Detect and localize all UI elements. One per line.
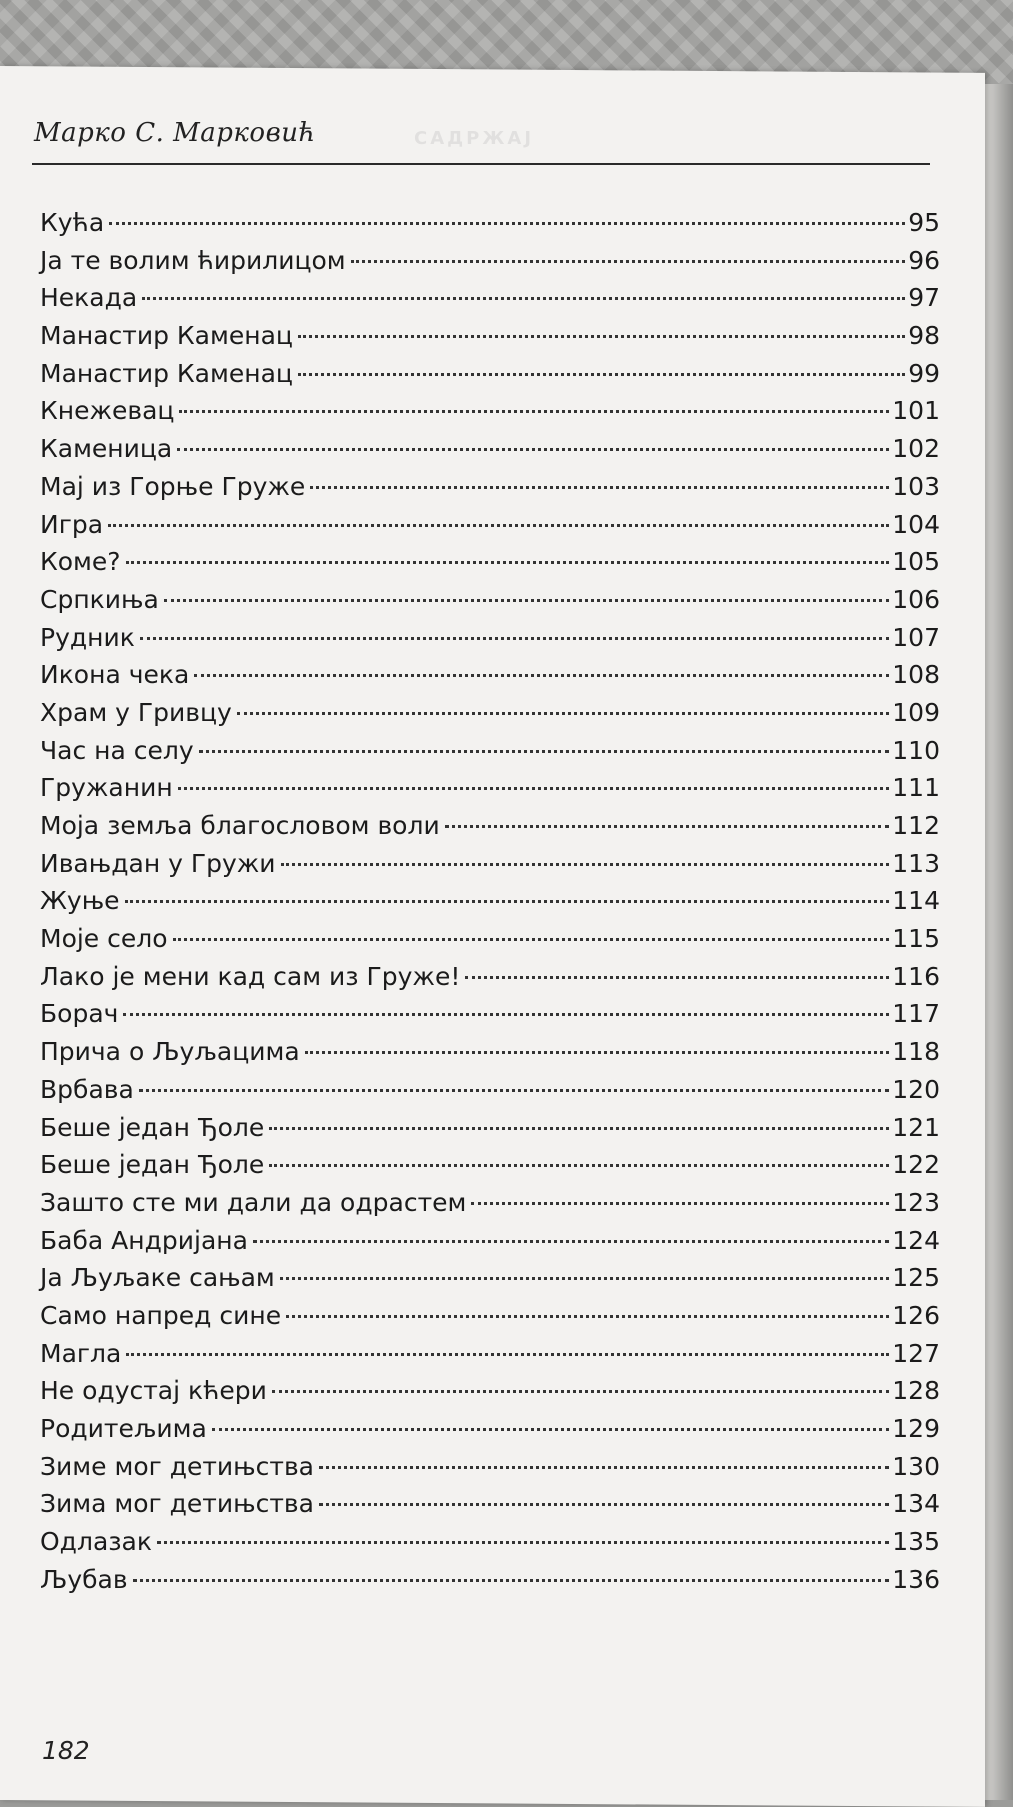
toc-entry-page: 106 [892,584,940,614]
dot-leader [319,1466,889,1469]
toc-entry-page: 136 [892,1564,940,1594]
toc-entry-page: 109 [892,697,940,727]
toc-entry [40,1561,940,1599]
toc-entry-page: 102 [892,434,940,464]
toc-entry-page: 123 [892,1187,940,1217]
toc-entry [40,958,940,996]
toc-entry [40,279,940,317]
toc-entry [40,543,940,581]
dot-leader [305,1051,890,1054]
toc-entry-title: Беше један Ђоле [40,1150,265,1180]
toc-entry [40,807,940,845]
dot-leader [179,410,889,413]
toc-entry [40,468,940,506]
toc-entry [40,1297,940,1335]
toc-entry-title: Некада [40,283,138,313]
toc-entry-page: 134 [892,1489,940,1519]
toc-entry-page: 122 [892,1150,940,1180]
toc-entry-title: Борач [40,999,119,1029]
dot-leader [237,712,890,715]
toc-entry-title: Врбава [40,1074,134,1104]
toc-entry-page: 117 [892,999,940,1029]
toc-entry-page: 130 [892,1451,940,1481]
dot-leader [465,976,889,979]
dot-leader [157,1541,889,1544]
book-page-edge [985,84,1013,1800]
page-number: 182 [42,1736,90,1765]
dot-leader [286,1315,889,1318]
dot-leader [140,637,889,640]
toc-entry-title: Само напред сине [40,1300,282,1330]
toc-entry-page: 104 [892,509,940,539]
dot-leader [280,1277,889,1280]
toc-entry [40,769,940,807]
dot-leader [194,674,889,677]
toc-entry-page: 127 [892,1338,940,1368]
toc-entry [40,882,940,920]
toc-entry [40,1372,940,1410]
toc-entry-page: 113 [892,848,940,878]
toc-entry [40,1523,940,1561]
toc-entry-title: Зашто сте ми дали да одрастем [40,1187,467,1217]
toc-entry-title: Игра [40,509,104,539]
toc-entry-page: 116 [892,961,940,991]
toc-entry [40,355,940,393]
toc-entry [40,1448,940,1486]
toc-entry [40,430,940,468]
toc-entry-title: Кнежевац [40,396,175,426]
toc-entry-page: 128 [892,1376,940,1406]
toc-entry-title: Моје село [40,924,168,954]
toc-entry-page: 101 [892,396,940,426]
toc-entry-page: 124 [892,1225,940,1255]
toc-entry-page: 98 [908,321,940,351]
toc-entry [40,506,940,544]
dot-leader [298,373,905,376]
dot-leader [310,486,889,489]
dot-leader [164,599,889,602]
toc-entry [40,1071,940,1109]
dot-leader [133,1579,890,1582]
toc-entry-page: 99 [908,358,940,388]
toc-entry-title: Ја Љуљаке сањам [40,1263,275,1293]
toc-entry-page: 118 [892,1037,940,1067]
toc-entry-page: 105 [892,547,940,577]
dot-leader [199,750,890,753]
table-of-contents [40,204,940,1598]
toc-entry [40,920,940,958]
toc-entry [40,242,940,280]
toc-entry-page: 112 [892,811,940,840]
toc-entry-title: Икона чека [40,660,190,690]
dot-leader [445,825,890,828]
dot-leader [298,335,905,338]
toc-entry [40,1109,940,1147]
toc-entry-title: Баба Андријана [40,1225,248,1255]
toc-entry-page: 110 [892,735,940,765]
dot-leader [269,1127,889,1130]
dot-leader [125,900,890,903]
toc-entry-title: Гружанин [40,773,173,803]
toc-entry [40,995,940,1033]
toc-entry-page: 107 [892,622,940,652]
toc-entry [40,1146,940,1184]
toc-entry-page: 126 [892,1300,940,1330]
toc-entry-title: Магла [40,1338,122,1368]
toc-entry-title: Рудник [40,622,135,652]
toc-entry [40,1033,940,1071]
dot-leader [253,1240,889,1243]
toc-entry-page: 121 [892,1112,940,1142]
toc-entry-page: 96 [908,245,940,275]
dot-leader [142,297,905,300]
toc-entry-title: Родитељима [40,1414,207,1443]
toc-entry [40,392,940,430]
toc-entry [40,619,940,657]
toc-entry-page: 95 [908,208,940,237]
toc-entry-title: Манастир Каменац [40,358,293,388]
toc-entry [40,845,940,883]
toc-entry-title: Лако је мени кад сам из Груже! [40,961,461,991]
dot-leader [177,448,889,451]
toc-entry-page: 111 [892,773,940,803]
toc-entry-page: 115 [892,924,940,954]
toc-entry-title: Кућа [40,208,105,237]
dot-leader [281,863,890,866]
dot-leader [178,787,890,790]
toc-entry-title: Коме? [40,547,121,577]
toc-entry-page: 125 [892,1263,940,1293]
toc-entry-title: Одлазак [40,1527,152,1557]
toc-entry [40,732,940,770]
running-head-author: Марко С. Марковић [34,118,316,148]
toc-entry-title: Ја те волим ћирилицом [40,245,346,275]
toc-entry-title: Манастир Каменац [40,321,293,351]
toc-entry-title: Час на селу [40,735,194,765]
toc-entry-page: 97 [908,283,940,313]
dot-leader [126,1353,889,1356]
dot-leader [126,561,890,564]
dot-leader [272,1390,889,1393]
dot-leader [109,222,905,225]
toc-entry [40,694,940,732]
toc-entry-title: Српкиња [40,584,159,614]
toc-entry-title: Моја земља благословом воли [40,811,440,840]
toc-entry-page: 120 [892,1074,940,1104]
toc-entry-page: 129 [892,1414,940,1443]
toc-entry [40,1184,940,1222]
toc-entry [40,317,940,355]
toc-entry-page: 114 [892,886,940,916]
toc-entry-title: Зима мог детињства [40,1489,314,1519]
toc-entry-title: Беше један Ђоле [40,1112,265,1142]
toc-entry [40,1335,940,1373]
dot-leader [351,260,906,263]
show-through-heading: САДРЖАЈ [414,128,535,149]
toc-entry-title: Прича о Љуљацима [40,1037,300,1067]
toc-entry [40,1222,940,1260]
toc-entry-title: Ивањдан у Гружи [40,848,276,878]
toc-entry-page: 103 [892,471,940,501]
dot-leader [123,1013,889,1016]
toc-entry-title: Храм у Гривцу [40,697,232,727]
toc-entry-title: Каменица [40,434,173,464]
toc-entry [40,1485,940,1523]
dot-leader [269,1164,889,1167]
toc-entry [40,1259,940,1297]
dot-leader [139,1089,889,1092]
dot-leader [108,524,889,527]
toc-entry [40,1410,940,1448]
dot-leader [471,1202,889,1205]
toc-entry-title: Мај из Горње Груже [40,471,306,501]
dot-leader [319,1503,889,1506]
toc-entry-page: 135 [892,1527,940,1557]
toc-entry [40,656,940,694]
toc-entry-title: Не одустај кћери [40,1376,267,1406]
toc-entry-title: Љубав [40,1564,128,1594]
header-rule [32,163,930,165]
toc-entry [40,204,940,242]
toc-entry [40,581,940,619]
dot-leader [173,938,890,941]
toc-entry-page: 108 [892,660,940,690]
dot-leader [212,1428,889,1431]
toc-entry-title: Жуње [40,886,120,916]
toc-entry-title: Зиме мог детињства [40,1451,314,1481]
